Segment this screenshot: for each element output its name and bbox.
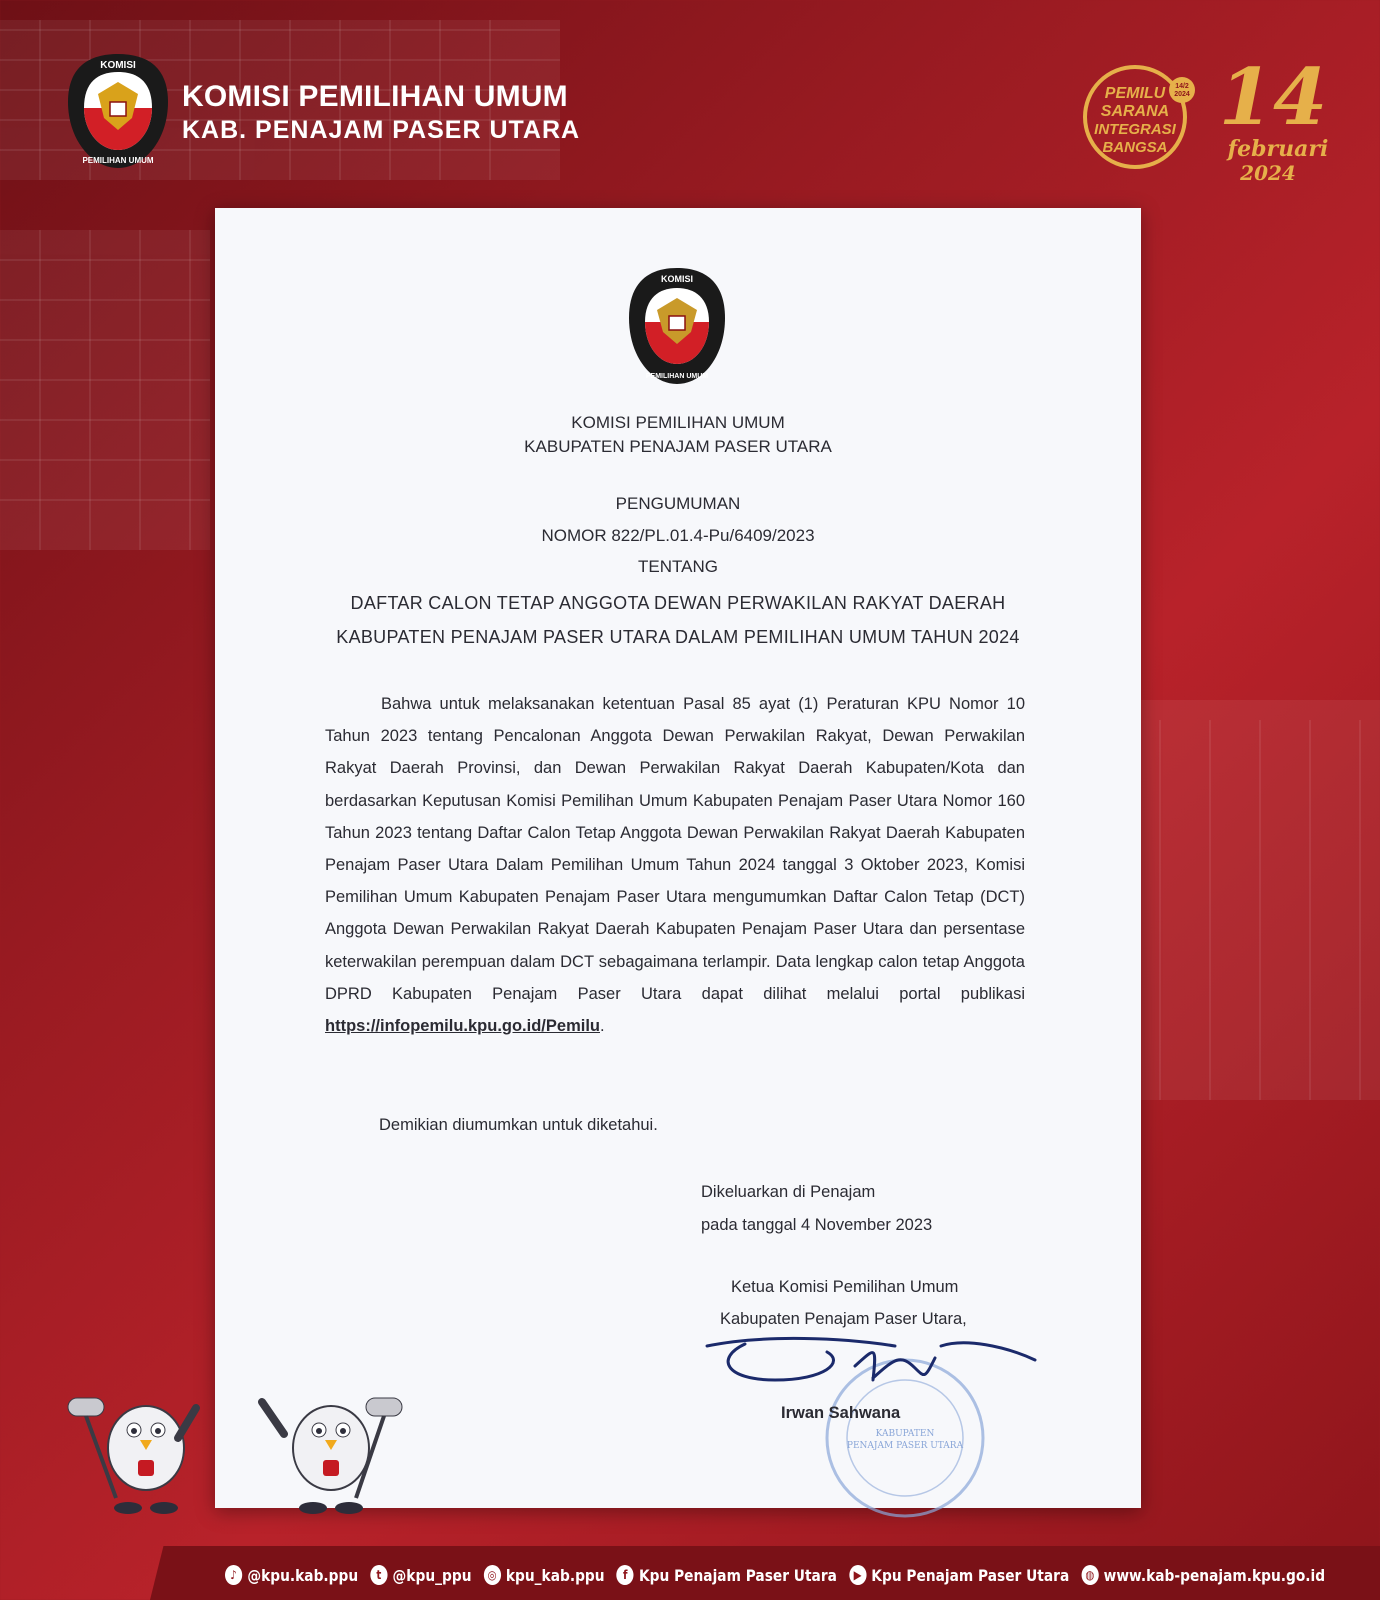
doc-closing: Demikian diumumkan untuk diketahui. (379, 1116, 658, 1134)
svg-text:PEMILU: PEMILU (1104, 85, 1166, 102)
youtube-icon: ▶ (849, 1565, 866, 1585)
election-slogan-badge-icon (1080, 62, 1200, 172)
doc-number: NOMOR 822/PL.01.4-Pu/6409/2023 (541, 526, 815, 545)
svg-text:PENAJAM PASER UTARA: PENAJAM PASER UTARA (846, 1441, 964, 1451)
svg-text:KOMISI: KOMISI (100, 60, 136, 71)
instagram-link[interactable] (484, 1565, 605, 1585)
svg-text:14/2: 14/2 (1175, 83, 1189, 90)
tiktok-handle: @kpu.kab.ppu (247, 1565, 359, 1585)
doc-signer-name: Irwan Sahwana (781, 1404, 901, 1422)
org-title: KOMISI PEMILIHAN UMUM (182, 80, 568, 113)
doc-body-end: . (600, 1017, 605, 1036)
instagram-handle: kpu_kab.ppu (505, 1565, 605, 1585)
doc-announcement-title: PENGUMUMAN (615, 494, 741, 513)
youtube-link[interactable] (849, 1565, 1069, 1585)
svg-text:2024: 2024 (1174, 91, 1190, 98)
kpu-logo-icon (64, 52, 172, 170)
svg-text:PEMILIHAN UMUM: PEMILIHAN UMUM (645, 373, 709, 380)
youtube-handle: Kpu Penajam Paser Utara (871, 1565, 1070, 1585)
doc-signatory-region: Kabupaten Penajam Paser Utara, (720, 1310, 967, 1328)
website-link[interactable] (1081, 1565, 1325, 1585)
website-url: www.kab-penajam.kpu.go.id (1103, 1565, 1326, 1585)
svg-text:PEMILIHAN UMUM: PEMILIHAN UMUM (82, 156, 154, 165)
facebook-handle: Kpu Penajam Paser Utara (638, 1565, 837, 1585)
globe-icon: ◍ (1081, 1565, 1098, 1585)
svg-text:februari: februari (1227, 136, 1329, 162)
svg-text:2024: 2024 (1240, 161, 1296, 185)
doc-signatory-title: Ketua Komisi Pemilihan Umum (731, 1278, 959, 1296)
doc-issued-place: Dikeluarkan di Penajam (701, 1183, 876, 1201)
doc-body-paragraph (325, 688, 1025, 1042)
eagle-mascots-icon (66, 1368, 416, 1518)
twitter-link[interactable] (370, 1565, 471, 1585)
social-links (225, 1565, 1325, 1585)
election-date-badge-icon (1218, 52, 1338, 192)
doc-subject-line-2: KABUPATEN PENAJAM PASER UTARA DALAM PEMILIHAN UMUM TAHUN 2024 (336, 627, 1020, 647)
svg-text:14: 14 (1218, 52, 1328, 143)
org-subtitle: KAB. PENAJAM PASER UTARA (182, 116, 581, 144)
twitter-handle: @kpu_ppu (392, 1565, 472, 1585)
svg-text:KABUPATEN: KABUPATEN (875, 1429, 935, 1439)
facebook-icon: f (617, 1565, 634, 1585)
tiktok-icon: ♪ (225, 1565, 242, 1585)
doc-heading-org: KOMISI PEMILIHAN UMUM (571, 413, 785, 432)
twitter-icon: t (370, 1565, 387, 1585)
tiktok-link[interactable] (225, 1565, 358, 1585)
doc-about-label: TENTANG (638, 557, 718, 576)
facebook-link[interactable] (617, 1565, 837, 1585)
kpu-seal-icon (625, 266, 729, 386)
svg-text:INTEGRASI: INTEGRASI (1094, 121, 1176, 138)
instagram-icon: ◎ (484, 1565, 501, 1585)
svg-text:KOMISI: KOMISI (660, 274, 694, 284)
doc-heading-region: KABUPATEN PENAJAM PASER UTARA (524, 437, 832, 456)
svg-text:BANGSA: BANGSA (1102, 139, 1168, 156)
doc-subject-line-1: DAFTAR CALON TETAP ANGGOTA DEWAN PERWAKILAN RAKYAT DAERAH (350, 593, 1006, 613)
infopemilu-link[interactable]: https://infopemilu.kpu.go.id/Pemilu (325, 1017, 600, 1036)
svg-text:SARANA: SARANA (1100, 103, 1170, 120)
doc-issued-date: pada tanggal 4 November 2023 (701, 1216, 933, 1234)
announcement-document (215, 208, 1141, 1508)
doc-body-text: Bahwa untuk melaksanakan ketentuan Pasal 85 ayat (1) Peraturan KPU Nomor 10 Tahun 2023 tentang Pencalonan Anggota Dewan Perwakilan Rakyat, Dewan Perwakilan Rakyat Daerah Provinsi, dan Dewan Perwakilan Rakyat Daerah Kabupaten/Kota dan berdasarkan Keputusan Komisi Pemilihan Umum Kabupaten Penajam Paser Utara Nomor 160 Tahun 2023 tentang Daftar Calon Tetap Anggota Dewan Perwakilan Rakyat Daerah Kabupaten Penajam Paser Utara Dalam Pemilihan Umum Tahun 2024 tanggal 3 Oktober 2023, Komisi Pemilihan Umum Kabupaten Penajam Paser Utara mengumumkan Daftar Calon Tetap (DCT) Anggota Dewan Perwakilan Rakyat Daerah Kabupaten Penajam Paser Utara dan persentase keterwakilan perempuan dalam DCT sebagaimana terlampir. Data lengkap calon tetap Anggota DPRD Kabupaten Penajam Paser Utara dapat dilihat melalui portal publikasi (325, 695, 1025, 1003)
